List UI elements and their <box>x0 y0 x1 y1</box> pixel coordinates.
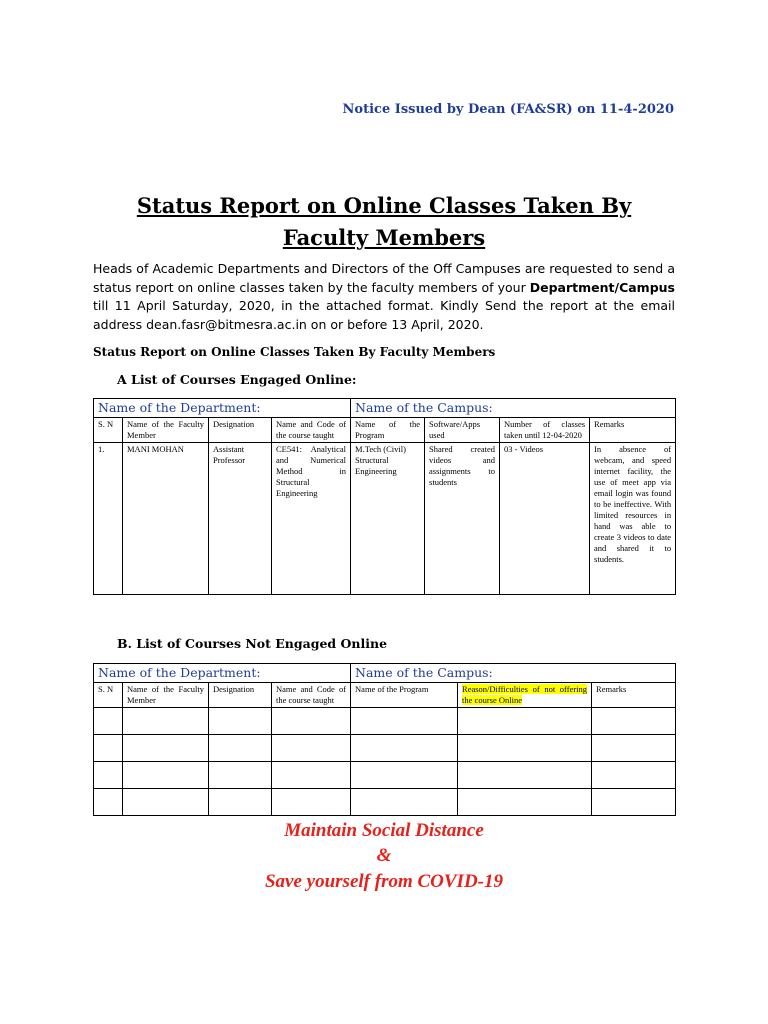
table-row <box>94 735 676 762</box>
header-program: Name of the Program <box>351 683 458 708</box>
table-b-title-row <box>94 664 676 683</box>
cell-sn: 1. <box>94 443 123 595</box>
intro-part-2: till 11 April Saturday, 2020, in the attached format. Kindly Send the report at the email address dean.fasr@bitmesra.ac.in on or before 13 April, 2020. <box>93 298 675 332</box>
header-faculty-name: Name of the Faculty Member <box>123 418 209 443</box>
header-course: Name and Code of the course taught <box>272 683 351 708</box>
header-sn: S. N <box>94 418 123 443</box>
department-label: Name of the Department: <box>94 399 351 418</box>
title-line-2: Faculty Members <box>282 225 486 250</box>
intro-part-1: Heads of Academic Departments and Directors of the Off Campuses are requested to send a status report on online classes taken by the faculty members of your <box>93 261 675 295</box>
header-faculty-name: Name of the Faculty Member <box>123 683 209 708</box>
section-a-title: A List of Courses Engaged Online: <box>117 372 357 387</box>
cell-faculty-name: MANI MOHAN <box>123 443 209 595</box>
reason-highlight: Reason/Difficulties of not offering the course Online <box>462 684 588 705</box>
footer-line-3: Save yourself from COVID-19 <box>264 871 504 892</box>
header-sn: S. N <box>94 683 123 708</box>
cell-program: M.Tech (Civil) Structural Engineering <box>351 443 425 595</box>
header-program: Name of the Program <box>351 418 425 443</box>
campus-label: Name of the Campus: <box>351 399 676 418</box>
table-row <box>94 762 676 789</box>
intro-bold: Department/Campus <box>529 279 675 295</box>
header-course: Name and Code of the course taught <box>272 418 351 443</box>
header-remarks: Remarks <box>590 418 676 443</box>
footer-line-2: & <box>376 845 392 866</box>
table-a-title-row <box>94 399 676 418</box>
subheading: Status Report on Online Classes Taken By Faculty Members <box>93 345 496 359</box>
table-a-header-row <box>94 418 676 443</box>
intro-paragraph <box>93 260 675 334</box>
header-designation: Designation <box>209 683 272 708</box>
header-reason <box>458 683 592 708</box>
department-label: Name of the Department: <box>94 664 351 683</box>
cell-designation: Assistant Professor <box>209 443 272 595</box>
table-row <box>94 708 676 735</box>
courses-not-engaged-table <box>93 663 676 816</box>
campus-label: Name of the Campus: <box>351 664 676 683</box>
notice-issued: Notice Issued by Dean (FA&SR) on 11-4-2020 <box>342 102 674 117</box>
cell-classes-count: 03 - Videos <box>500 443 590 595</box>
title-line-1: Status Report on Online Classes Taken By <box>136 193 632 218</box>
table-row <box>94 443 676 595</box>
header-designation: Designation <box>209 418 272 443</box>
cell-course: CE541: Analytical and Numerical Method in Structural Engineering <box>272 443 351 595</box>
cell-remarks: In absence of webcam, and speed internet facility, the use of meet app via email login was found to be ineffective. With limited resources in hand was able to create 3 videos to date and shared it to students. <box>590 443 676 595</box>
header-software: Software/Apps used <box>425 418 500 443</box>
page-title <box>80 190 688 254</box>
table-b-header-row <box>94 683 676 708</box>
section-b-title: B. List of Courses Not Engaged Online <box>117 636 388 651</box>
table-row <box>94 789 676 816</box>
header-remarks: Remarks <box>592 683 676 708</box>
cell-software: Shared created videos and assignments to students <box>425 443 500 595</box>
header-classes-count: Number of classes taken until 12-04-2020 <box>500 418 590 443</box>
courses-engaged-table <box>93 398 676 595</box>
footer-line-1: Maintain Social Distance <box>284 820 484 841</box>
